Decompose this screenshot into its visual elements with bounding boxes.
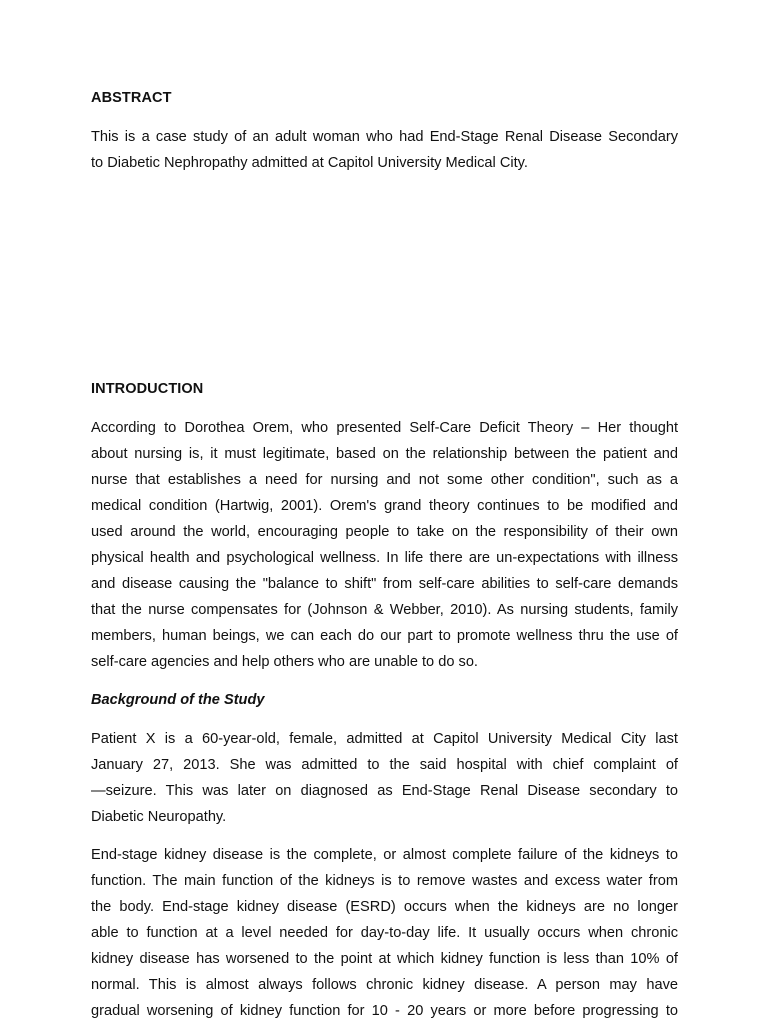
- introduction-line: about nursing is, it must legitimate, based on the relationship between the patient and: [91, 446, 678, 462]
- introduction-paragraph: [91, 415, 678, 675]
- background-line: able to function at a level needed for day-to-day life. It usually occurs when chronic: [91, 925, 678, 941]
- background-line: Patient X is a 60-year-old, female, admitted at Capitol University Medical City last: [91, 731, 678, 747]
- introduction-line: According to Dorothea Orem, who presented Self-Care Deficit Theory – Her thought: [91, 420, 678, 436]
- introduction-line: physical health and psychological wellness. In life there are un-expectations with illness: [91, 550, 678, 566]
- abstract-heading: ABSTRACT: [91, 90, 172, 106]
- background-subheading: Background of the Study: [91, 692, 265, 708]
- background-line: kidney disease has worsened to the point at which kidney function is less than 10% of: [91, 951, 678, 967]
- background-line: normal. This is almost always follows chronic kidney disease. A person may have: [91, 977, 678, 993]
- introduction-line: and disease causing the "balance to shift" from self-care abilities to self-care demands: [91, 576, 678, 592]
- background-line: Diabetic Neuropathy.: [91, 809, 227, 825]
- background-paragraph-2: [91, 842, 678, 1024]
- introduction-heading: INTRODUCTION: [91, 381, 204, 397]
- abstract-line: to Diabetic Nephropathy admitted at Capitol University Medical City.: [91, 155, 528, 171]
- introduction-line: self-care agencies and help others who are unable to do so.: [91, 654, 478, 670]
- introduction-line: that the nurse compensates for (Johnson & Webber, 2010). As nursing students, family: [91, 602, 678, 618]
- background-line: January 27, 2013. She was admitted to the said hospital with chief complaint of: [91, 757, 678, 773]
- introduction-line: medical condition (Hartwig, 2001). Orem's grand theory continues to be modified and: [91, 498, 678, 514]
- background-line: End-stage kidney disease is the complete, or almost complete failure of the kidneys to: [91, 847, 678, 863]
- abstract-paragraph: [91, 124, 678, 176]
- background-line: gradual worsening of kidney function for 10 - 20 years or more before progressing to: [91, 1003, 678, 1019]
- introduction-line: members, human beings, we can each do our part to promote wellness thru the use of: [91, 628, 678, 644]
- background-line: ―seizure. This was later on diagnosed as End-Stage Renal Disease secondary to: [91, 783, 678, 799]
- background-paragraph-1: [91, 726, 678, 830]
- introduction-line: nurse that establishes a need for nursing and not some other condition", such as a: [91, 472, 678, 488]
- background-line: the body. End-stage kidney disease (ESRD) occurs when the kidneys are no longer: [91, 899, 678, 915]
- background-line: function. The main function of the kidneys is to remove wastes and excess water from: [91, 873, 678, 889]
- introduction-line: used around the world, encouraging people to take on the responsibility of their own: [91, 524, 678, 540]
- abstract-line: This is a case study of an adult woman who had End-Stage Renal Disease Secondary: [91, 129, 678, 145]
